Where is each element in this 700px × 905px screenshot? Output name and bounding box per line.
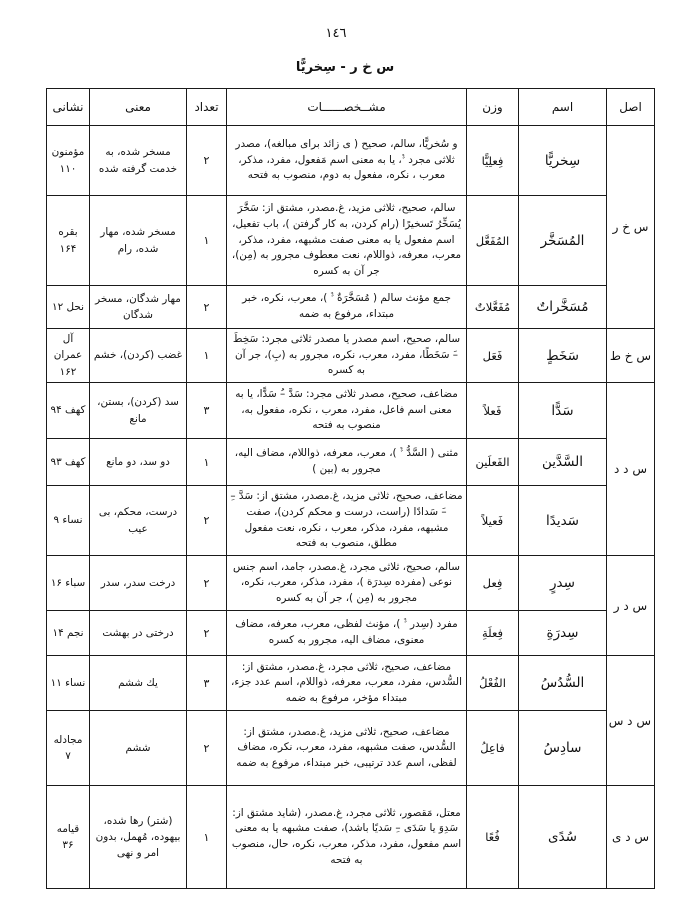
- pattern-cell: فِعلِيًّا: [467, 126, 519, 196]
- table-row: [47, 611, 655, 656]
- noun-cell: مُسَخَّراتٌ: [519, 286, 607, 329]
- pattern-cell: الفَعلَين: [467, 439, 519, 486]
- column-header-pattern: وزن: [467, 89, 519, 126]
- count-cell: ۳: [187, 383, 227, 439]
- count-cell: ۱: [187, 196, 227, 286]
- noun-cell: سادِسُ: [519, 711, 607, 786]
- meaning-cell: درست، محكم، بى عيب: [90, 486, 187, 556]
- address-cell: مؤمنون ۱۱۰: [47, 126, 90, 196]
- noun-cell: السُّدُسُ: [519, 656, 607, 711]
- specs-cell: سالم، صحيح، اسم مصدر يا مصدر ثلاثى مجرد: سَخِطَ –َ سَخَطًا، مفرد، معرب، نكره، مجرور به (بِ)، جر آن به كسره: [227, 329, 467, 383]
- count-cell: ۲: [187, 711, 227, 786]
- pattern-cell: فُعًا: [467, 786, 519, 889]
- meaning-cell: (شتر) رها شده، بيهوده، مُهمل، بدون امر و نهى: [90, 786, 187, 889]
- noun-cell: سَخَطٍ: [519, 329, 607, 383]
- noun-cell: سِخريًّا: [519, 126, 607, 196]
- page-number: ١٤٦: [325, 26, 347, 41]
- specs-cell: مثنى ( السَّدُّ ﱞ )، معرب، معرفه، ذواللام، مضاف اليه، مجرور به (بين ): [227, 439, 467, 486]
- specs-cell: مضاعف، صحيح، ثلاثى مزيد، غ.مصدر، مشتق از: سَدَّ –ِ –َ سَدادًا (راست، درست و محكم كردن)، صفت مشبهه، مفرد، مذكر، معرب ، نكره، نعت مفعول مطلق، منصوب به فتحه: [227, 486, 467, 556]
- count-cell: ۲: [187, 126, 227, 196]
- meaning-cell: مسخر شده، به خدمت گرفته شده: [90, 126, 187, 196]
- specs-cell: سالم، صحيح، ثلاثى مزيد، غ.مصدر، مشتق از: سَخَّرَ يُسَخِّرُ تَسخيرًا (رام كردن، به كار گرفتن )، باب تفعيل، اسم مفعول يا به معنى صفت مشبهه، مفرد، مذكر، معرب، معرفه، ذواللام، نعت معطوف مجرور به (مِن)، جر آن به كسره: [227, 196, 467, 286]
- pattern-cell: مُفَعَّلاتٌ: [467, 286, 519, 329]
- address-cell: نساء ۱۱: [47, 656, 90, 711]
- column-header-meaning: معنى: [90, 89, 187, 126]
- table-row: [47, 711, 655, 786]
- root-cell: س د ى: [607, 786, 655, 889]
- address-cell: سباء ۱۶: [47, 556, 90, 611]
- pattern-cell: فِعلَةِ: [467, 611, 519, 656]
- specs-cell: مفرد (سِدر ﱞ )، مؤنث لفظى، معرب، معرفه، مضاف معنوى، مضاف اليه، مجرور به كسره: [227, 611, 467, 656]
- noun-cell: سَدًّا: [519, 383, 607, 439]
- table-row: [47, 556, 655, 611]
- pattern-cell: المُفَعَّل: [467, 196, 519, 286]
- count-cell: ۱: [187, 786, 227, 889]
- column-header-count: تعداد: [187, 89, 227, 126]
- address-cell: نجم ۱۴: [47, 611, 90, 656]
- address-cell: كهف ۹۳: [47, 439, 90, 486]
- root-cell: س د س: [607, 656, 655, 786]
- meaning-cell: غضب (كردن)، خشم: [90, 329, 187, 383]
- meaning-cell: يك ششم: [90, 656, 187, 711]
- meaning-cell: دو سد، دو مانع: [90, 439, 187, 486]
- table-row: [47, 329, 655, 383]
- meaning-cell: درخت سدر، سدر: [90, 556, 187, 611]
- column-header-specs: مشــخصــــــات: [227, 89, 467, 126]
- pattern-cell: فِعل: [467, 556, 519, 611]
- column-header-root: اصل: [607, 89, 655, 126]
- specs-cell: جمع مؤنث سالم ( مُسَخَّرَةٌ ﱞ )، معرب، نكره، خبر مبتداء، مرفوع به ضمه: [227, 286, 467, 329]
- address-cell: كهف ۹۴: [47, 383, 90, 439]
- pattern-cell: فاعِلُ: [467, 711, 519, 786]
- meaning-cell: سد (كردن)، بستن، مانع: [90, 383, 187, 439]
- noun-cell: المُسَخَّر: [519, 196, 607, 286]
- pattern-cell: فَعيلاً: [467, 486, 519, 556]
- root-cell: س خ ر: [607, 126, 655, 329]
- column-header-noun: اسم: [519, 89, 607, 126]
- noun-cell: سَديدًا: [519, 486, 607, 556]
- address-cell: قيامه ۳۶: [47, 786, 90, 889]
- count-cell: ۳: [187, 656, 227, 711]
- meaning-cell: ششم: [90, 711, 187, 786]
- table-row: [47, 286, 655, 329]
- root-cell: س د ر: [607, 556, 655, 656]
- specs-cell: سالم، صحيح، ثلاثى مجرد، غ.مصدر، جامد، اسم جنس نوعى (مفرده سِدرَة )، مفرد، مذكر، معرب، نكره، مجرور به (مِن )، جر آن به كسره: [227, 556, 467, 611]
- table-row: [47, 383, 655, 439]
- pattern-cell: الفُعْلُ: [467, 656, 519, 711]
- specs-cell: و سُخريًّا، سالم، صحيح ( ى زائد براى مبالغه)، مصدر ثلاثى مجرد ﱞ، يا به معنى اسم مَفعول، مفرد، مذكر، معرب ، نكره، مفعول به دوم، منصوب به فتحه: [227, 126, 467, 196]
- table-row: [47, 486, 655, 556]
- meaning-cell: مسخر شده، مهار شده، رام: [90, 196, 187, 286]
- address-cell: مجادله ۷: [47, 711, 90, 786]
- specs-cell: مضاعف، صحيح، ثلاثى مزيد، غ.مصدر، مشتق از: السُّدس، صفت مشبهه، مفرد، معرب، نكره، مضاف لفظى، اسم عدد ترتيبى، خبر مبتداء، مرفوع به ضمه: [227, 711, 467, 786]
- column-header-address: نشانى: [47, 89, 90, 126]
- specs-cell: مضاعف، صحيح، ثلاثى مجرد، غ.مصدر، مشتق از: السُّدس، مفرد، معرب، معرفه، ذواللام، اسم عدد جزء، مبتداء مؤخر، مرفوع به ضمه: [227, 656, 467, 711]
- count-cell: ۲: [187, 556, 227, 611]
- root-cell: س خ ط: [607, 329, 655, 383]
- table-header-row: [47, 89, 655, 126]
- count-cell: ۱: [187, 439, 227, 486]
- specs-cell: مضاعف، صحيح، مصدر ثلاثى مجرد: سَدَّ –ُ سَدًّا، يا به معنى اسم فاعل، مفرد، معرب ، نكره، مفعول به، منصوب به فتحه: [227, 383, 467, 439]
- table-row: [47, 786, 655, 889]
- table-row: [47, 439, 655, 486]
- pattern-cell: فَعَل: [467, 329, 519, 383]
- noun-cell: سُدًى: [519, 786, 607, 889]
- table-row: [47, 656, 655, 711]
- specs-cell: معتل، مَقصور، ثلاثى مجرد، غ.مصدر، (شايد مشتق از: سَدِوَ يا سَدَى –ِ سَديًا باشد)، صفت مشبهه يا به معنى اسم مفعول، مفرد، مذكر، معرب، نكره، حال، منصوب به فتحه: [227, 786, 467, 889]
- table-row: [47, 196, 655, 286]
- address-cell: نحل ۱۲: [47, 286, 90, 329]
- table-row: [47, 126, 655, 196]
- noun-cell: السَّدَّين: [519, 439, 607, 486]
- noun-cell: سِدرَةِ: [519, 611, 607, 656]
- word-concordance-table: [46, 88, 655, 889]
- count-cell: ۲: [187, 611, 227, 656]
- meaning-cell: مهار شدگان، مسخر شدگان: [90, 286, 187, 329]
- pattern-cell: فَعلاً: [467, 383, 519, 439]
- count-cell: ۲: [187, 486, 227, 556]
- page-title: س خ ر - سِخريًّا: [295, 60, 395, 75]
- count-cell: ۱: [187, 329, 227, 383]
- count-cell: ۲: [187, 286, 227, 329]
- meaning-cell: درختى در بهشت: [90, 611, 187, 656]
- root-cell: س د د: [607, 383, 655, 556]
- noun-cell: سِدرٍ: [519, 556, 607, 611]
- address-cell: نساء ۹: [47, 486, 90, 556]
- address-cell: بقره ۱۶۴: [47, 196, 90, 286]
- address-cell: آل عمران ۱۶۲: [47, 329, 90, 383]
